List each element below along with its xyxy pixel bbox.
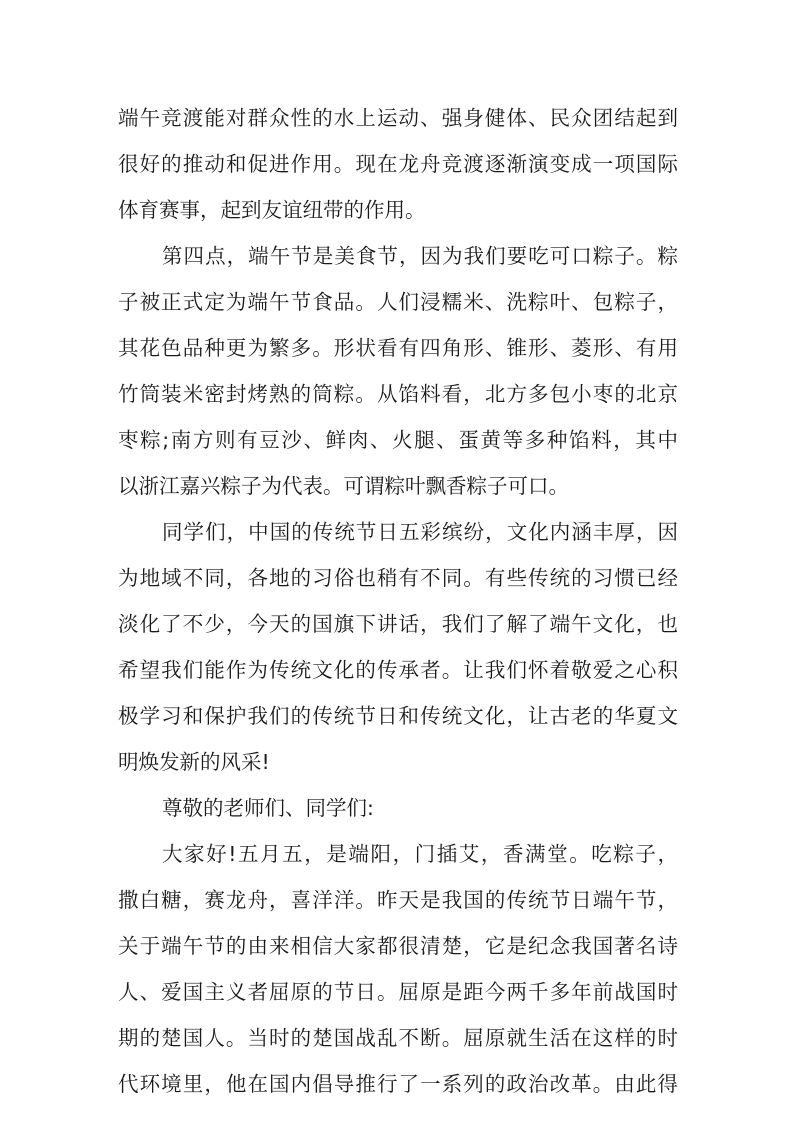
paragraph-first-line: 第四点，端午节是美食节，因为我们要吃可口粽子。粽: [162, 244, 678, 268]
text-line: 很好的推动和促进作用。现在龙舟竞渡逐渐演变成一项国际: [118, 152, 678, 176]
paragraph-first-line: 同学们，中国的传统节日五彩缤纷，文化内涵丰厚，因: [162, 520, 678, 544]
text-line: 撒白糖，赛龙舟，喜洋洋。昨天是我国的传统节日端午节，: [118, 888, 678, 912]
text-line: 以浙江嘉兴粽子为代表。可谓粽叶飘香粽子可口。: [118, 474, 569, 498]
text-line: 人、爱国主义者屈原的节日。屈原是距今两千多年前战国时: [118, 980, 678, 1004]
text-line: 期的楚国人。当时的楚国战乱不断。屈原就生活在这样的时: [118, 1026, 678, 1050]
text-line: 其花色品种更为繁多。形状看有四角形、锥形、菱形、有用: [118, 336, 678, 360]
text-line: 竹筒装米密封烤熟的筒粽。从馅料看，北方多包小枣的北京: [118, 382, 678, 406]
salutation: 尊敬的老师们、同学们:: [162, 796, 374, 820]
text-line: 代环境里，他在国内倡导推行了一系列的政治改革。由此得: [118, 1072, 678, 1096]
text-line: 淡化了不少，今天的国旗下讲话，我们了解了端午文化，也: [118, 612, 678, 636]
text-line: 明焕发新的风采!: [118, 750, 270, 774]
document-body: [118, 99, 698, 1111]
text-line: 关于端午节的由来相信大家都很清楚，它是纪念我国著名诗: [118, 934, 678, 958]
text-line: 为地域不同，各地的习俗也稍有不同。有些传统的习惯已经: [118, 566, 678, 590]
text-line: 枣粽;南方则有豆沙、鲜肉、火腿、蛋黄等多种馅料，其中: [118, 428, 678, 452]
paragraph-first-line: 大家好!五月五，是端阳，门插艾，香满堂。吃粽子，: [162, 842, 678, 866]
text-line: 极学习和保护我们的传统节日和传统文化，让古老的华夏文: [118, 704, 678, 728]
text-line: 体育赛事，起到友谊纽带的作用。: [118, 198, 426, 222]
text-line: 子被正式定为端午节食品。人们浸糯米、洗粽叶、包粽子，: [118, 290, 678, 314]
text-line: 希望我们能作为传统文化的传承者。让我们怀着敬爱之心积: [118, 658, 678, 682]
text-line: 端午竞渡能对群众性的水上运动、强身健体、民众团结起到: [118, 106, 678, 130]
